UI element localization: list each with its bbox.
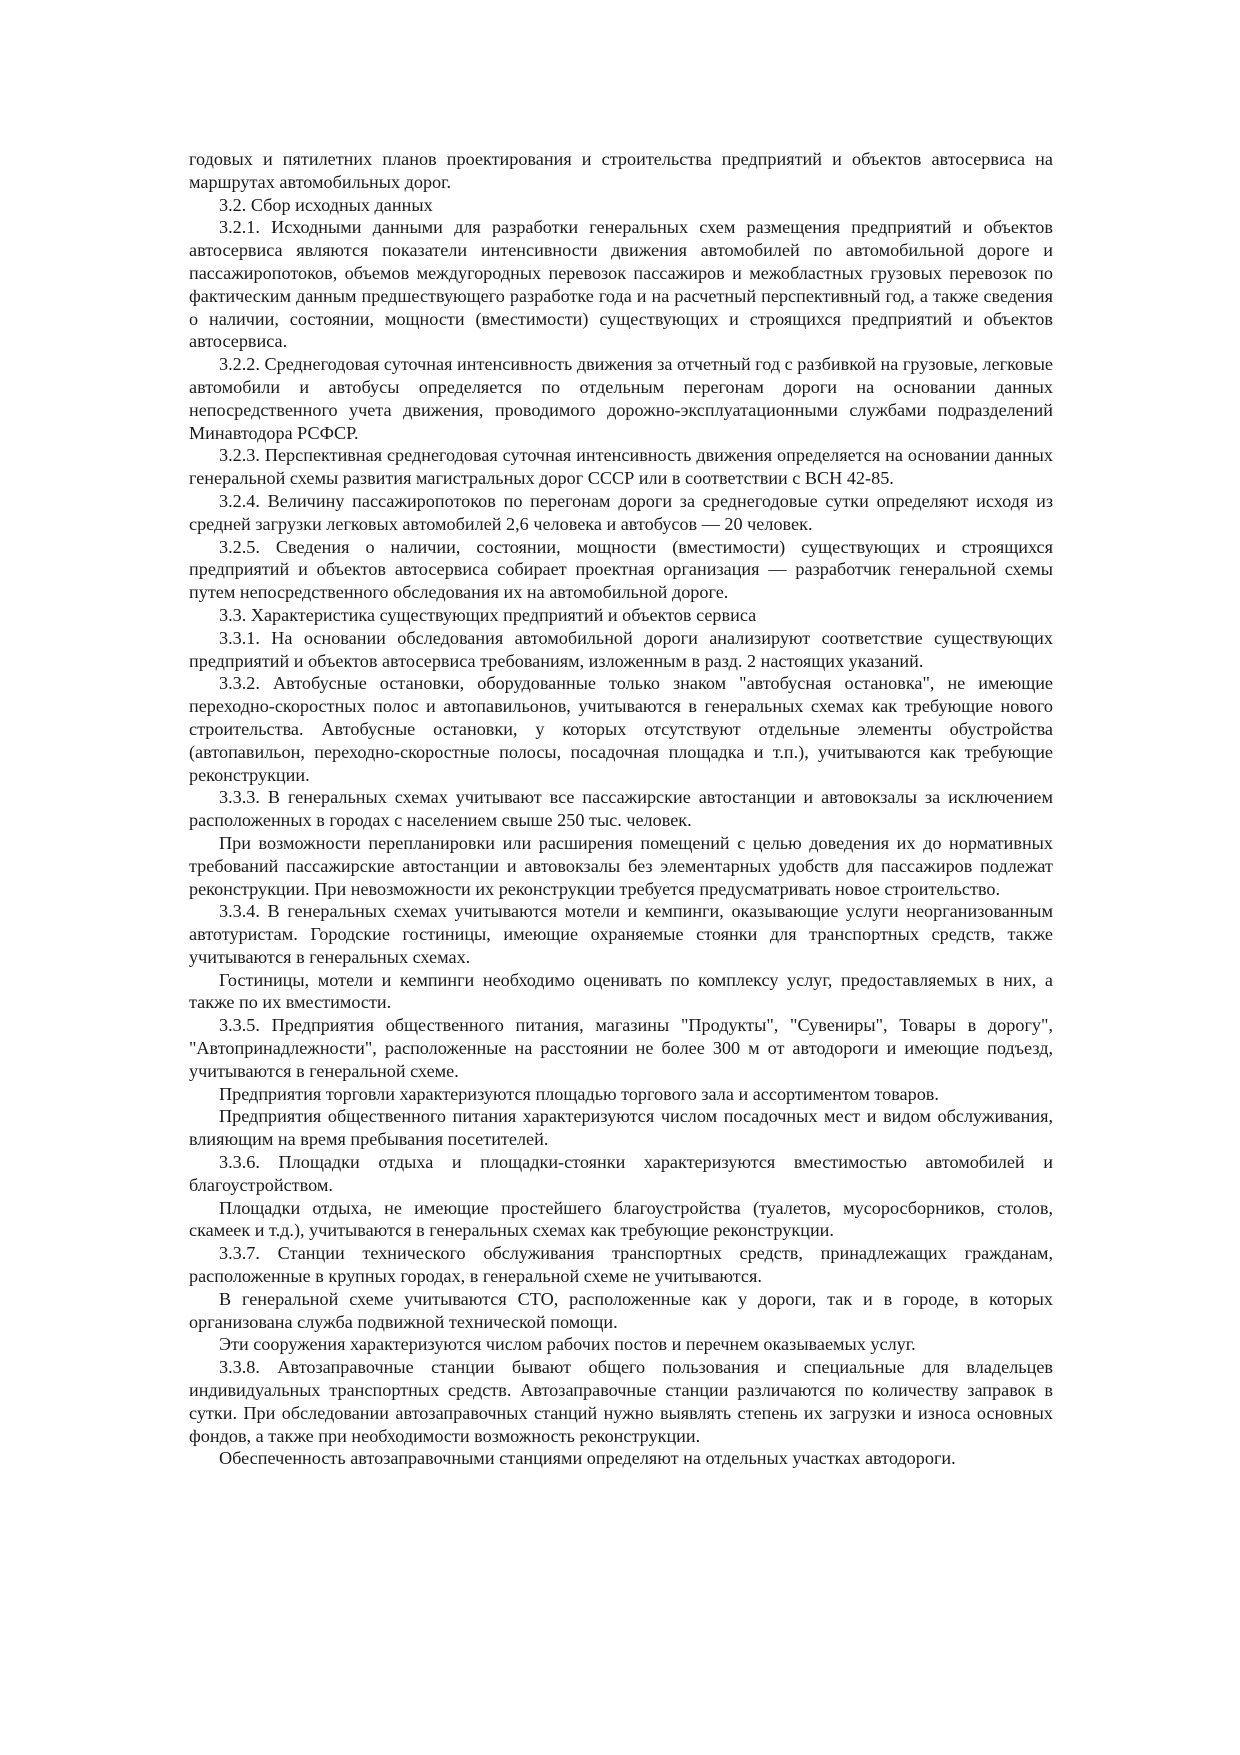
- paragraph-3-3-4: 3.3.4. В генеральных схемах учитываются мотели и кемпинги, оказывающие услуги неорганизованным автотуристам. Городские гостиницы, имеющие охраняемые стоянки для транспортных средств, также учитываются в генеральных схемах.: [189, 901, 1053, 967]
- paragraph-3-3-7: 3.3.7. Станции технического обслуживания транспортных средств, принадлежащих гражданам, расположенные в крупных городах, в генеральной схеме не учитываются.: [189, 1243, 1053, 1287]
- paragraph-3-3-6: 3.3.6. Площадки отдыха и площадки-стоянки характеризуются вместимостью автомобилей и благоустройством.: [189, 1152, 1053, 1195]
- paragraph: В генеральной схеме учитываются СТО, расположенные как у дороги, так и в городе, в которых организована служба подвижной технической помощи.: [189, 1288, 1053, 1332]
- paragraph-3-2-1: 3.2.1. Исходными данными для разработки генеральных схем размещения предприятий и объектов автосервиса являются показатели интенсивности движения автомобилей по автомобильной дороге и пассажиропотоков, объемов междугородных перевозок пассажиров и межобластных грузовых перевозок по фактическим данным предшествующего разработке года и на расчетный перспективный год, а также сведения о наличии, состоянии, мощности (вместимости) существующих и строящихся предприятий и объектов автосервиса.: [189, 217, 1053, 352]
- section-heading-3-3: 3.3. Характеристика существующих предприятий и объектов сервиса: [219, 604, 757, 625]
- paragraph: Предприятия торговли характеризуются площадью торгового зала и ассортиментом товаров.: [219, 1083, 939, 1104]
- paragraph: Площадки отдыха, не имеющие простейшего благоустройства (туалетов, мусоросборников, столов, скамеек и т.д.), учитываются в генеральных схемах как требующие реконструкции.: [189, 1197, 1053, 1241]
- section-heading-3-2: 3.2. Сбор исходных данных: [219, 194, 433, 215]
- paragraph-3-2-3: 3.2.3. Перспективная среднегодовая суточная интенсивность движения определяется на основании данных генеральной схемы развития магистральных дорог СССР или в соответствии с ВСН 42-85.: [189, 445, 1053, 489]
- paragraph: Обеспеченность автозаправочными станциями определяют на отдельных участках автодороги.: [219, 1448, 956, 1469]
- paragraph-3-3-3: 3.3.3. В генеральных схемах учитывают все пассажирские автостанции и автовокзалы за исключением расположенных в городах с населением свыше 250 тыс. человек.: [189, 787, 1053, 831]
- paragraph: При возможности перепланировки или расширения помещений с целью доведения их до нормативных требований пассажирские автостанции и автовокзалы без элементарных удобств для пассажиров подлежат реконструкции. При невозможности их реконструкции требуется предусматривать новое строительство.: [189, 832, 1053, 899]
- paragraph-3-3-8: 3.3.8. Автозаправочные станции бывают общего пользования и специальные для владельцев индивидуальных транспортных средств. Автозаправочные станции различаются по количеству заправок в сутки. При обследовании автозаправочных станций нужно выявлять степень их загрузки и износа основных фондов, а также при необходимости возможность реконструкции.: [189, 1357, 1053, 1446]
- paragraph-3-3-1: 3.3.1. На основании обследования автомобильной дороги анализируют соответствие существующих предприятий и объектов автосервиса требованиям, изложенным в разд. 2 настоящих указаний.: [189, 627, 1053, 671]
- paragraph-3-2-2: 3.2.2. Среднегодовая суточная интенсивность движения за отчетный год с разбивкой на грузовые, легковые автомобили и автобусы определяется по отдельным перегонам дороги на основании данных непосредственного учета движения, проводимого дорожно-эксплуатационными службами подразделений Минавтодора РСФСР.: [189, 354, 1053, 443]
- paragraph: Эти сооружения характеризуются числом рабочих постов и перечнем оказываемых услуг.: [219, 1334, 916, 1355]
- paragraph-3-2-4: 3.2.4. Величину пассажиропотоков по перегонам дороги за среднегодовые сутки определяют исходя из средней загрузки легковых автомобилей 2,6 человека и автобусов — 20 человек.: [189, 490, 1053, 534]
- paragraph-3-3-2: 3.3.2. Автобусные остановки, оборудованные только знаком "автобусная остановка", не имеющие переходно-скоростных полос и автопавильонов, учитываются в генеральных схемах как требующие нового строительства. Автобусные остановки, у которых отсутствуют отдельные элементы обустройства (автопавильон, переходно-скоростные полосы, посадочная площадка и т.п.), учитываются как требующие реконструкции.: [189, 673, 1053, 785]
- document-page: [189, 148, 1053, 1470]
- paragraph: Гостиницы, мотели и кемпинги необходимо оценивать по комплексу услуг, предоставляемых в них, а также по их вместимости.: [189, 969, 1053, 1013]
- paragraph-continuation: годовых и пятилетних планов проектирования и строительства предприятий и объектов автосервиса на маршрутах автомобильных дорог.: [189, 149, 1053, 192]
- paragraph-3-3-5: 3.3.5. Предприятия общественного питания, магазины "Продукты", "Сувениры", Товары в дорогу", "Автопринадлежности", расположенные на расстоянии не более 300 м от автодороги и имеющие подъезд, учитываются в генеральной схеме.: [189, 1015, 1053, 1081]
- paragraph: Предприятия общественного питания характеризуются числом посадочных мест и видом обслуживания, влияющим на время пребывания посетителей.: [189, 1106, 1053, 1150]
- paragraph-3-2-5: 3.2.5. Сведения о наличии, состоянии, мощности (вместимости) существующих и строящихся предприятий и объектов автосервиса собирает проектная организация — разработчик генеральной схемы путем непосредственного обследования их на автомобильной дороге.: [189, 536, 1053, 603]
